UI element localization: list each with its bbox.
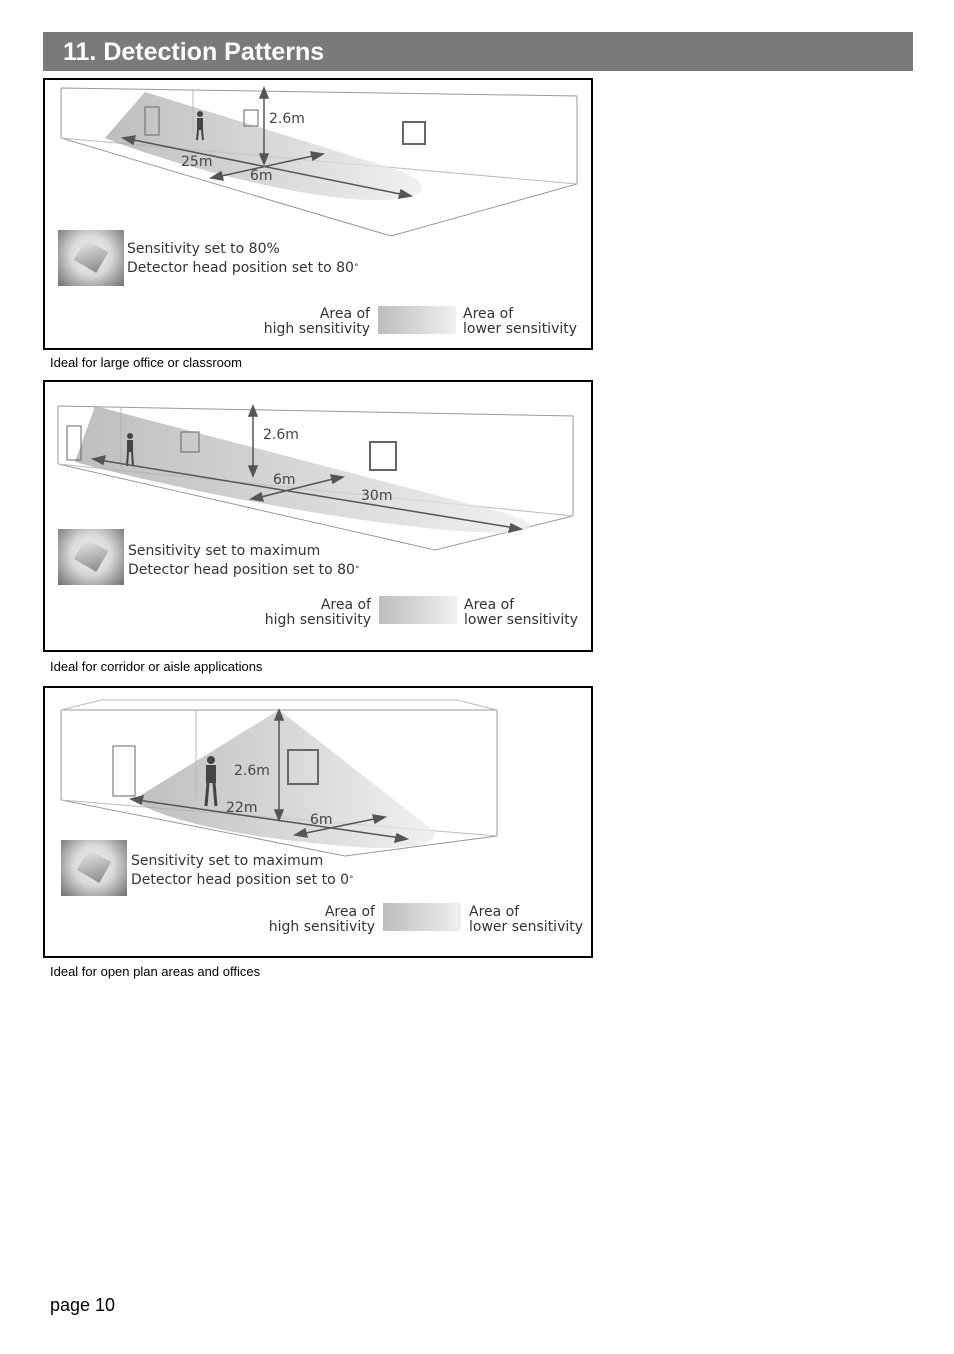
panel-caption-2: Ideal for corridor or aisle applications (50, 659, 263, 674)
legend-high-label: Area of high sensitivity (264, 597, 371, 628)
detection-zone (75, 406, 530, 533)
detector-image (61, 840, 127, 896)
window-icon (370, 442, 396, 470)
length-label: 30m (361, 488, 393, 504)
door-icon (113, 746, 135, 796)
legend-gradient (379, 596, 457, 624)
detection-pattern-panel-2 (43, 380, 593, 652)
length-label: 22m (226, 800, 258, 816)
sensitivity-text: Sensitivity set to maximum Detector head position set to 0° (131, 853, 354, 888)
detection-pattern-panel-1 (43, 78, 593, 350)
detector-image (58, 230, 124, 286)
legend-high-label: Area of high sensitivity (263, 306, 370, 337)
legend-gradient (378, 306, 456, 334)
width-label: 6m (250, 168, 273, 184)
sensitivity-text: Sensitivity set to maximum Detector head position set to 80° (128, 543, 360, 578)
height-label: 2.6m (234, 763, 270, 779)
sensitivity-text: Sensitivity set to 80% Detector head position set to 80° (127, 241, 359, 276)
width-label: 6m (310, 812, 333, 828)
detector-image (58, 529, 124, 585)
panel-caption-3: Ideal for open plan areas and offices (50, 964, 261, 979)
section-title: 11. Detection Patterns (63, 38, 325, 66)
legend-gradient (383, 903, 461, 931)
section-header (43, 32, 913, 71)
panel-caption-1: Ideal for large office or classroom (50, 355, 242, 370)
page-number: page 10 (50, 1295, 116, 1315)
legend-low-label: Area of lower sensitivity (464, 597, 579, 628)
legend-high-label: Area of high sensitivity (268, 904, 375, 935)
width-label: 6m (273, 472, 296, 488)
height-label: 2.6m (263, 427, 299, 443)
legend-low-label: Area of lower sensitivity (469, 904, 584, 935)
detection-zone (133, 710, 435, 848)
length-label: 25m (181, 154, 213, 170)
detection-pattern-panel-3 (43, 686, 593, 958)
window-icon (403, 122, 425, 144)
legend-low-label: Area of lower sensitivity (463, 306, 578, 337)
height-label: 2.6m (269, 111, 305, 127)
